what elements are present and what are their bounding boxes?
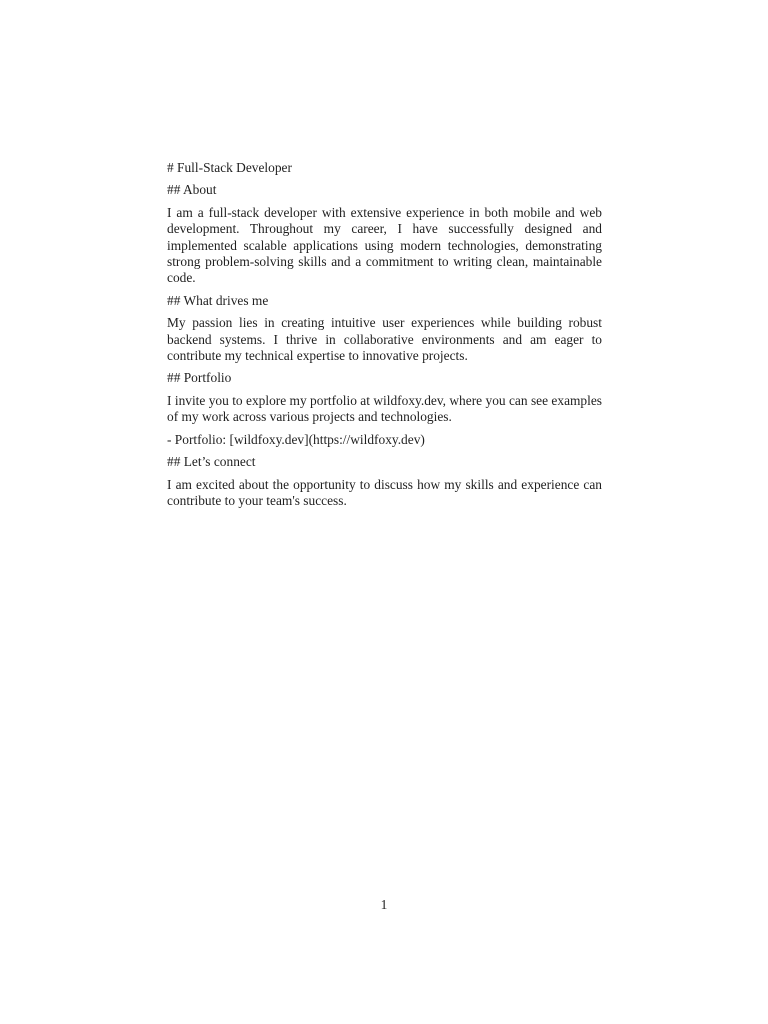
portfolio-paragraph: I invite you to explore my portfolio at wildfoxy.dev, where you can see examples of my work across various projects and technologies. [167,392,602,425]
connect-heading: ## Let’s connect [167,454,256,470]
drives-heading: ## What drives me [167,292,269,308]
portfolio-heading: ## Portfolio [167,370,232,386]
title-line: # Full-Stack Developer [167,160,292,175]
about-heading: ## About [167,182,217,198]
drives-paragraph: My passion lies in creating intuitive user experiences while building robust backend systems. I thrive in collaborative environments and am eager to contribute my technical expertise to innovative projects. [167,315,602,364]
portfolio-link-line: - Portfolio: [wildfoxy.dev](https://wildfoxy.dev) [167,431,425,447]
document-body [167,160,602,515]
page-number: 1 [380,897,388,912]
about-paragraph: I am a full-stack developer with extensive experience in both mobile and web development. Throughout my career, I have successfully designed and implemented scalable applications using modern technologies, demonstrating strong problem-solving skills and a commitment to writing clean, maintainable code. [167,204,602,286]
connect-paragraph: I am excited about the opportunity to discuss how my skills and experience can contribute to your team's success. [167,476,602,508]
